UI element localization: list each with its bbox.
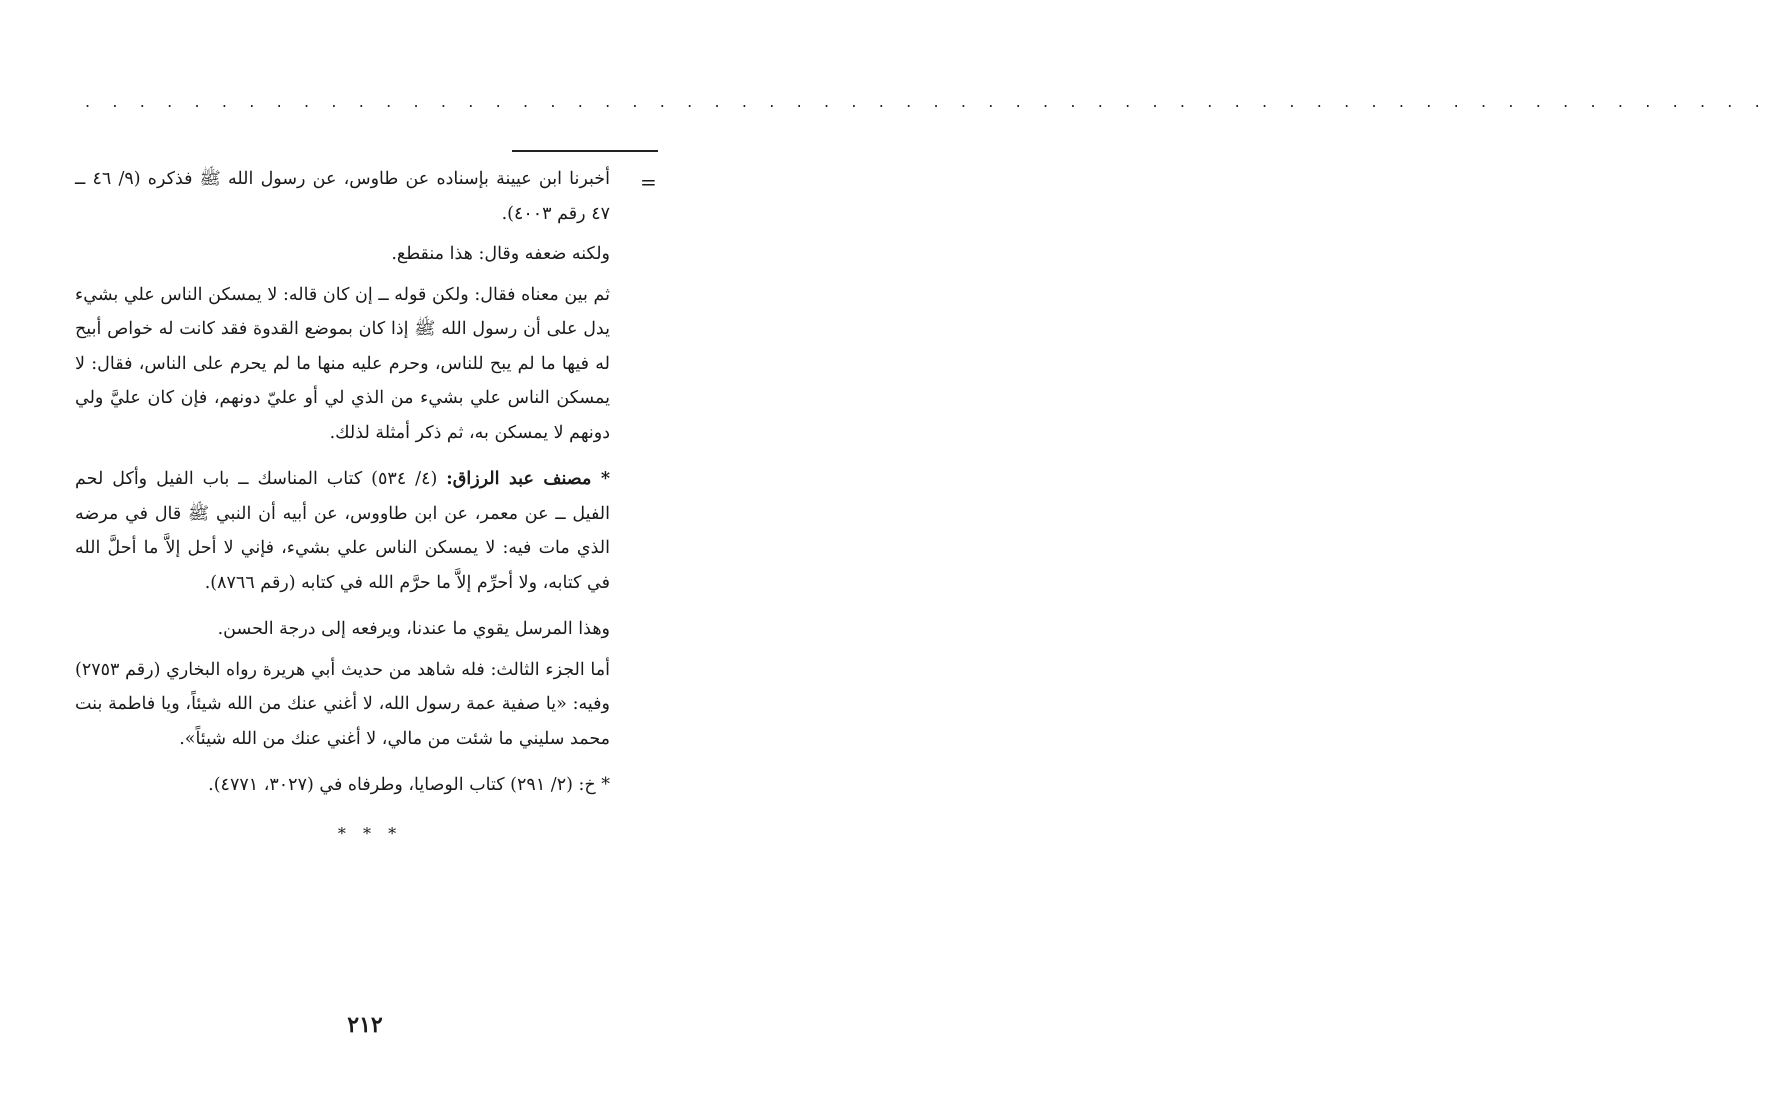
header-dotted-line: . . . . . . . . . . . . . . . . . . . . . . . . . . . . . . . . . . . . . . . . . . . . . . . . . . . . . . . . . . . . . . <box>85 92 1768 111</box>
footnote-body <box>75 162 610 815</box>
section-separator: * * * <box>337 824 403 843</box>
paragraph-7: * خ: (٢/ ٢٩١) كتاب الوصايا، وطرفاه في (٣٠٢٧، ٤٧٧١). <box>208 775 610 795</box>
continuation-mark: = <box>640 170 657 194</box>
paragraph-1: أخبرنا ابن عيينة بإسناده عن طاوس، عن رسول الله ﷺ فذكره (٩/ ٤٦ ــ ٤٧ رقم ٤٠٠٣). <box>75 169 610 224</box>
paragraph-3: ثم بين معناه فقال: ولكن قوله ــ إن كان قاله: لا يمسكن الناس علي بشيء يدل على أن رسول الله ﷺ إذا كان بموضع القدوة فقد كانت له خواص أبيح له فيها ما لم يبح للناس، وحرم عليه منها ما لم يحرم على الناس، فقال: لا يمسكن الناس علي بشيء من الذي لي أو عليّ دونهم، فإن كان عليَّ ولي دونهم لا يمسكن به، ثم ذكر أمثلة لذلك. <box>75 284 610 443</box>
paragraph-6: أما الجزء الثالث: فله شاهد من حديث أبي هريرة رواه البخاري (رقم ٢٧٥٣) وفيه: «يا صفية عمة رسول الله، لا أغني عنك من الله شيئاً، ويا فاطمة بنت محمد سليني ما شئت من مالي، لا أغني عنك من الله شيئاً». <box>75 659 610 749</box>
paragraph-4 <box>75 462 610 600</box>
paragraph-5: وهذا المرسل يقوي ما عندنا، ويرفعه إلى درجة الحسن. <box>217 619 610 639</box>
paragraph-2: ولكنه ضعفه وقال: هذا منقطع. <box>391 244 610 264</box>
source-title: * مصنف عبد الرزاق: <box>446 469 610 489</box>
source-text: (٤/ ٥٣٤) كتاب المناسك ــ باب الفيل وأكل لحم الفيل ــ عن معمر، عن ابن طاووس، عن أبيه أن النبي ﷺ قال في مرضه الذي مات فيه: لا يمسكن الناس علي بشيء، فإني لا أحل إلاَّ ما أحلَّ الله في كتابه، ولا أحرِّم إلاَّ ما حرَّم الله في كتابه (رقم ٨٧٦٦). <box>75 469 610 593</box>
footnote-divider <box>512 150 658 152</box>
page-number: ٢١٢ <box>347 1012 383 1038</box>
